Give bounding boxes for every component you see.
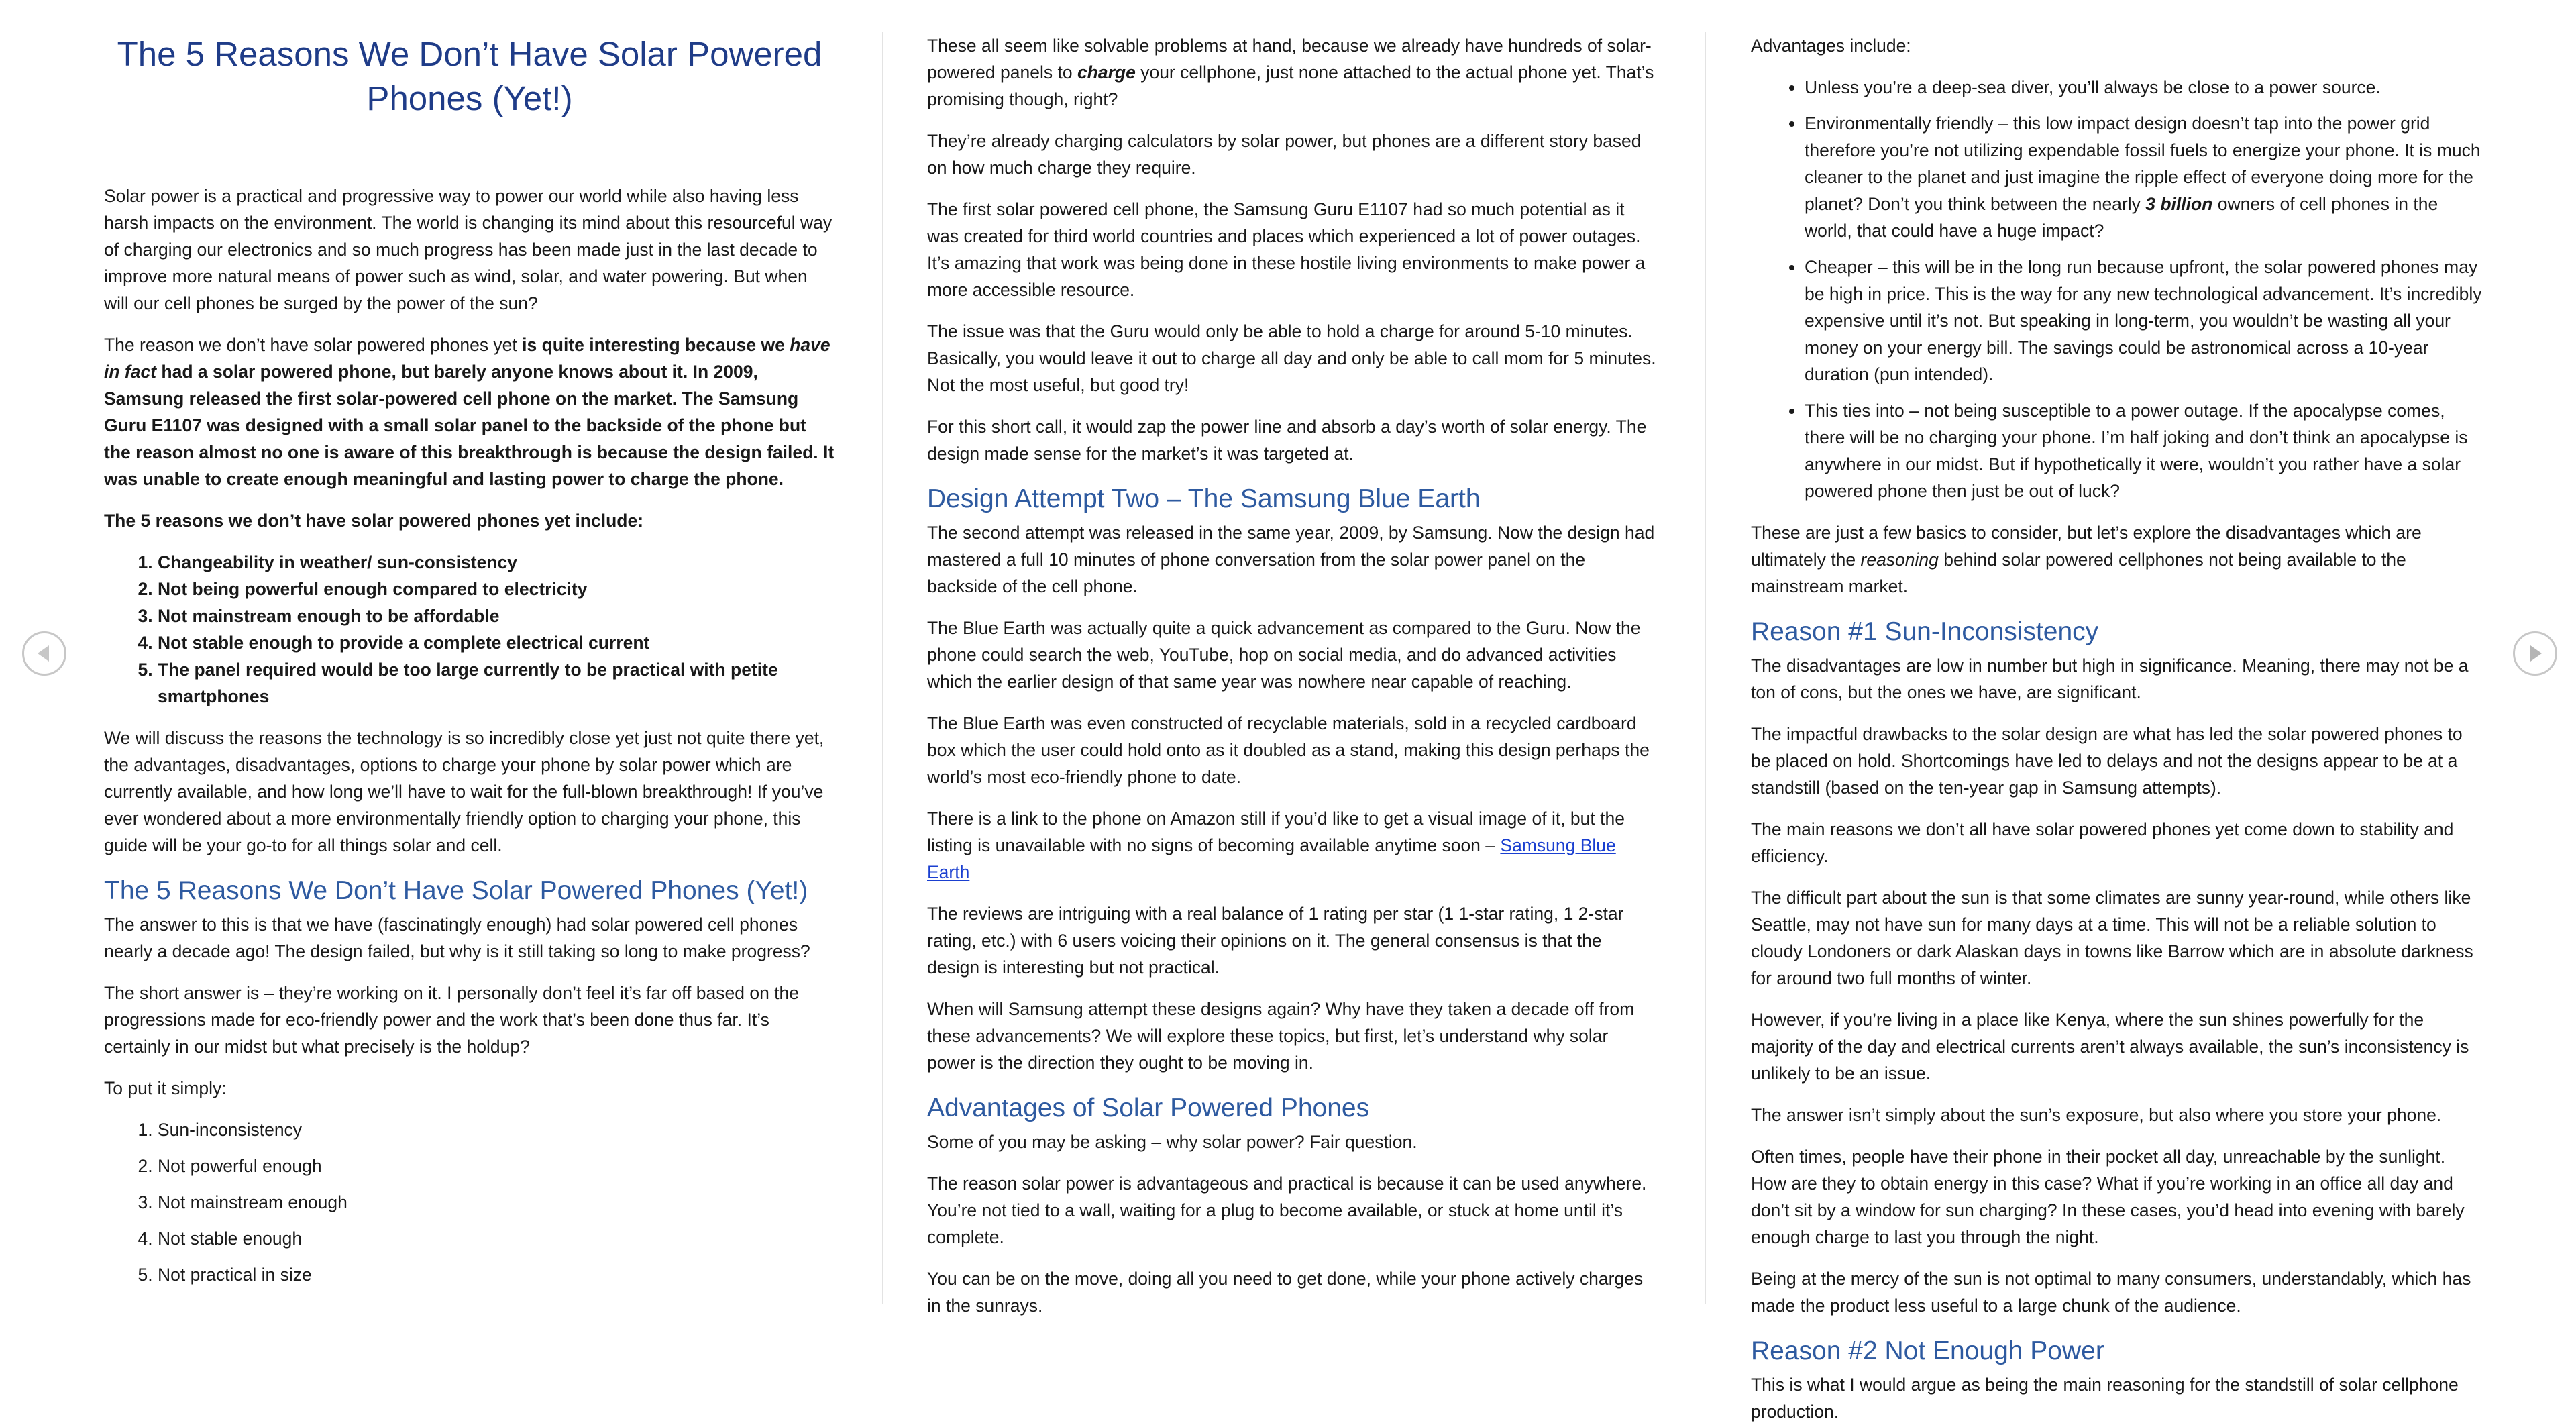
paragraph: The reason we don’t have solar powered phones yet is quite interesting because we have in fact had a solar powered phone, but barely anyone knows about it. In 2009, Samsung released the first solar-powered cell phone on the market. The Samsung Guru E1107 was designed with a small solar panel to the backside of the phone but the reason almost no one is aware of this breakthrough is because the design failed. It was unable to create enough meaningful and lasting power to charge the phone. [104,335,835,489]
list-item: 4. Not stable enough to provide a complete electrical current [158,629,835,656]
paragraph: The issue was that the Guru would only be able to hold a charge for around 5-10 minutes. Basically, you would leave it out to charge all day and only be able to call mom for 5 minutes. Not the most useful, but good try! [927,321,1656,395]
section-heading: Advantages of Solar Powered Phones [927,1094,1370,1122]
list-item: • Unless you’re a deep-sea diver, you’ll always be close to a power source. [1805,74,2482,101]
list-item: 2. Not being powerful enough compared to electricity [158,576,835,602]
list-item: 1. Sun-inconsistency [158,1116,835,1143]
page-divider [882,32,883,1304]
paragraph: These are just a few basics to consider, but let’s explore the disadvantages which are ultimately the reasoning behind solar powered cellphones not being available to the mainstream market. [1751,523,2422,596]
list-item: 5. The panel required would be too large currently to be practical with petite smartphones [158,656,835,710]
paragraph: For this short call, it would zap the power line and absorb a day’s worth of solar energy. The design made sense for the market’s it was targeted at. [927,417,1647,464]
section-heading: Reason #2 Not Enough Power [1751,1336,2104,1365]
list-item: • This ties into – not being susceptible to a power outage. If the apocalypse comes, there will be no charging your phone. I’m half joking and don’t think an apocalypse is anywhere in our midst. But if hypothetically it were, wouldn’t you rather have a solar powered phone then just be out of luck? [1805,397,2482,505]
paragraph: The short answer is – they’re working on it. I personally don’t feel it’s far off based on the progressions made for eco-friendly power and the work that’s been done thus far. It’s certainly in our midst but what precisely is the holdup? [104,983,800,1057]
section-heading: The 5 Reasons We Don’t Have Solar Powered Phones (Yet!) [104,876,808,905]
list-item: 5. Not practical in size [158,1261,835,1288]
list-item: 4. Not stable enough [158,1225,835,1252]
section-heading: Design Attempt Two – The Samsung Blue Earth [927,484,1481,513]
next-page-button[interactable] [2513,631,2557,676]
document-title: The 5 Reasons We Don’t Have Solar Powered Phones (Yet!) [117,35,822,117]
paragraph: You can be on the move, doing all you need to get done, while your phone actively charges in the sunrays. [927,1269,1644,1316]
paragraph: The 5 reasons we don’t have solar powered phones yet include: [104,511,644,531]
paragraph: However, if you’re living in a place like Kenya, where the sun shines powerfully for the majority of the day and electrical currents aren’t always available, the sun’s inconsistency is unlikely to be an issue. [1751,1010,2469,1084]
paragraph: Advantages include: [1751,36,1911,56]
paragraph: We will discuss the reasons the technology is so incredibly close yet just not quite there yet, the advantages, disadvantages, options to charge your phone by solar power which are currently available, and how long we’ll have to wait for the full-blown breakthrough! If you’ve ever wondered about a more environmentally friendly option to charging your phone, this guide will be your go-to for all things solar and cell. [104,728,824,855]
document-page-3 [1751,0,2482,1422]
paragraph: They’re already charging calculators by solar power, but phones are a different story based on how much charge they require. [927,131,1642,178]
samsung-blue-earth-link[interactable]: Samsung Blue Earth [927,835,1616,882]
list-item: 3. Not mainstream enough to be affordable [158,602,835,629]
paragraph: The reviews are intriguing with a real balance of 1 rating per star (1 1-star rating, 1 2-star rating, etc.) with 6 users voicing their opinions on it. The general consensus is that the design is interesting but not practical. [927,904,1624,978]
paragraph: Solar power is a practical and progressive way to power our world while also having less harsh impacts on the environment. The world is changing its mind about this resourceful way of charging our electronics and so much progress has been made just in the last decade to improve more natural means of power such as wind, solar, and water powering. But when will our cell phones be surged by the power of the sun? [104,186,833,313]
list-item: 1. Changeability in weather/ sun-consistency [158,549,835,576]
paragraph: The difficult part about the sun is that some climates are sunny year-round, while others like Seattle, may not have sun for many days at a time. This will not be a reliable solution to cloudy Londoners or dark Alaskan days in towns like Barrow which are in absolute darkness for around two full months of winter. [1751,888,2473,988]
paragraph: Often times, people have their phone in their pocket all day, unreachable by the sunlight. How are they to obtain energy in this case? What if you’re working in an office all day and don’t sit by a window for sun charging? In these cases, you’d head into evening with barely enough charge to last you through the night. [1751,1147,2465,1247]
paragraph: There is a link to the phone on Amazon still if you’d like to get a visual image of it, but the listing is unavailable with no signs of becoming available anytime soon – Samsung Blue Earth [927,808,1625,882]
paragraph: The answer isn’t simply about the sun’s exposure, but also where you store your phone. [1751,1105,2442,1125]
previous-page-button[interactable] [22,631,66,676]
paragraph: The impactful drawbacks to the solar design are what has led the solar powered phones to be placed on hold. Shortcomings have led to delays and not the designs appear to be at a standstill (based on the ten-year gap in Samsung attempts). [1751,724,2463,798]
paragraph: These all seem like solvable problems at hand, because we already have hundreds of solar-powered panels to charge your cellphone, just none attached to the actual phone yet. That’s promising though, right? [927,36,1654,109]
list-item: • Cheaper – this will be in the long run because upfront, the solar powered phones may be high in price. This is the way for any new technological advancement. It’s incredibly expensive until it’s not. But speaking in long-term, you wouldn’t be wasting all your money on your energy bill. The savings could be astronomical across a 10-year duration (pun intended). [1805,254,2482,388]
paragraph: Some of you may be asking – why solar power? Fair question. [927,1132,1417,1152]
paragraph: The answer to this is that we have (fascinatingly enough) had solar powered cell phones nearly a decade ago! The design failed, but why is it still taking so long to make progress? [104,914,810,961]
section-heading: Reason #1 Sun-Inconsistency [1751,617,2099,646]
reasons-list [104,549,835,710]
document-page-2 [927,0,1658,1336]
paragraph: This is what I would argue as being the main reasoning for the standstill of solar cellphone production. [1751,1375,2459,1422]
paragraph: The second attempt was released in the same year, 2009, by Samsung. Now the design had mastered a full 10 minutes of phone conversation from the solar power panel on the backside of the cell phone. [927,523,1655,596]
chevron-left-icon [24,633,64,674]
paragraph: The first solar powered cell phone, the Samsung Guru E1107 had so much potential as it was created for third world countries and places which experienced a lot of power outages. It’s amazing that work was being done in these hostile living environments to make power a more accessible resource. [927,199,1646,300]
paragraph: When will Samsung attempt these designs again? Why have they taken a decade off from these advancements? We will explore these topics, but first, let’s understand why solar power is the direction they ought to be moving in. [927,999,1635,1073]
list-item: 2. Not powerful enough [158,1153,835,1179]
advantages-list [1751,74,2482,505]
paragraph: The disadvantages are low in number but high in significance. Meaning, there may not be a ton of cons, but the ones we have, are significant. [1751,655,2469,702]
page-divider [1705,32,1706,1304]
list-item: 3. Not mainstream enough [158,1189,835,1216]
summary-list [104,1116,835,1288]
list-item: • Environmentally friendly – this low impact design doesn’t tap into the power grid therefore you’re not utilizing expendable fossil fuels to energize your phone. It is much cleaner to the planet and just imagine the ripple effect of everyone doing more for the planet? Don’t you think between the nearly 3 billion owners of cell phones in the world, that could have a huge impact? [1805,110,2482,244]
paragraph: To put it simply: [104,1078,227,1098]
document-page-1 [104,0,835,1304]
paragraph: The main reasons we don’t all have solar powered phones yet come down to stability and efficiency. [1751,819,2454,866]
paragraph: The Blue Earth was even constructed of recyclable materials, sold in a recycled cardboard box which the user could hold onto as it doubled as a stand, making this design perhaps the world’s most eco-friendly phone to date. [927,713,1650,787]
paragraph: Being at the mercy of the sun is not optimal to many consumers, understandably, which has made the product less useful to a large chunk of the audience. [1751,1269,2471,1316]
chevron-right-icon [2515,633,2555,674]
paragraph: The reason solar power is advantageous and practical is because it can be used anywhere. You’re not tied to a wall, waiting for a plug to become available, or stuck at home until it’s complete. [927,1173,1647,1247]
paragraph: The Blue Earth was actually quite a quick advancement as compared to the Guru. Now the phone could search the web, YouTube, hop on social media, and do advanced activities which the earlier design of that same year was nowhere near capable of reaching. [927,618,1641,692]
